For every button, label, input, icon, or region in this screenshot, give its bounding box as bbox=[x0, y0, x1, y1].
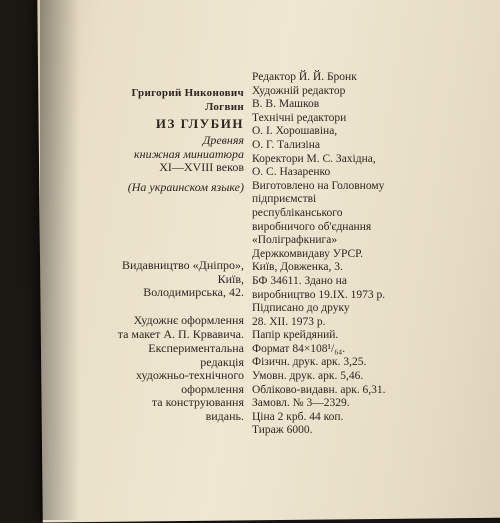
imprint-line: Формат 84×108¹/₆₄. bbox=[252, 342, 346, 355]
experimental-line: видань. bbox=[205, 408, 244, 423]
imprint-line: Київ, Довженка, 3. bbox=[252, 261, 343, 274]
imprint-line: виробничого об'єднання bbox=[252, 220, 372, 233]
experimental-line: оформлення bbox=[181, 381, 244, 396]
subtitle-line: Древняя bbox=[202, 133, 244, 147]
imprint-line: Фізичн. друк. арк. 3,25. bbox=[252, 356, 367, 369]
imprint-line: підприємстві bbox=[252, 193, 317, 206]
design-credit bbox=[118, 314, 244, 341]
imprint-line: В. В. Машков bbox=[252, 98, 320, 111]
experimental-line: Експериментальна bbox=[148, 341, 244, 355]
imprint-line: Замовл. № 3—2329. bbox=[252, 397, 350, 410]
imprint-line: О. І. Хорошавіна, bbox=[252, 125, 338, 138]
subtitle-line: книжная миниатюра bbox=[134, 146, 244, 161]
imprint-line: Умовн. друк. арк. 5,46. bbox=[252, 370, 364, 383]
imprint-line: Виготовлено на Головному bbox=[252, 179, 385, 192]
publisher-line: Володимирська, 42. bbox=[143, 285, 244, 300]
imprint-line: Коректори М. С. Західна, bbox=[252, 152, 376, 165]
imprint-line: Держкомвидаву УРСР. bbox=[252, 247, 363, 260]
subtitle-line: XI—XVIII веков bbox=[159, 160, 244, 175]
experimental-line: редакція bbox=[200, 354, 244, 369]
imprint-line: Папір крейдяний. bbox=[252, 329, 339, 342]
imprint-line: Редактор Й. Й. Бронк bbox=[252, 71, 357, 83]
imprint-line: Підписано до друку bbox=[252, 302, 350, 315]
experimental-edition bbox=[136, 342, 244, 424]
design-line: та макет А. П. Крвавича. bbox=[117, 326, 244, 341]
author-first-name: Григорий Никонович bbox=[131, 87, 244, 99]
imprint-line: О. Г. Тализіна bbox=[252, 138, 320, 151]
imprint-line: БФ 34611. Здано на bbox=[252, 274, 347, 287]
book-title: ИЗ ГЛУБИН bbox=[155, 116, 244, 131]
imprint-line: республіканського bbox=[252, 206, 343, 219]
experimental-line: та конструювання bbox=[151, 395, 244, 410]
imprint-line: 28. XII. 1973 р. bbox=[252, 315, 326, 328]
language-note: (На украинском языке) bbox=[127, 180, 244, 194]
experimental-line: художньо-технічного bbox=[135, 368, 244, 383]
imprint-line: Художній редактор bbox=[252, 84, 346, 97]
imprint-line: «Поліграфкнига» bbox=[252, 234, 338, 247]
imprint-column bbox=[252, 71, 386, 438]
imprint-line: виробництво 19.IX. 1973 р. bbox=[252, 288, 386, 301]
imprint-line: Ціна 2 крб. 44 коп. bbox=[252, 410, 344, 423]
publisher-line: Видавництво «Дніпро», bbox=[122, 258, 244, 272]
imprint-line: Обліково-видавн. арк. 6,31. bbox=[252, 383, 386, 396]
subtitle bbox=[134, 134, 244, 175]
imprint-line: Тираж 6000. bbox=[252, 424, 313, 437]
publisher-block bbox=[122, 259, 244, 300]
imprint-line: О. С. Назаренко bbox=[252, 166, 331, 179]
imprint-line: Технічні редактори bbox=[252, 111, 347, 124]
publisher-line: Київ, bbox=[217, 271, 244, 286]
author-last-name: Логвин bbox=[205, 101, 244, 113]
design-line: Художнє оформлення bbox=[133, 313, 244, 327]
